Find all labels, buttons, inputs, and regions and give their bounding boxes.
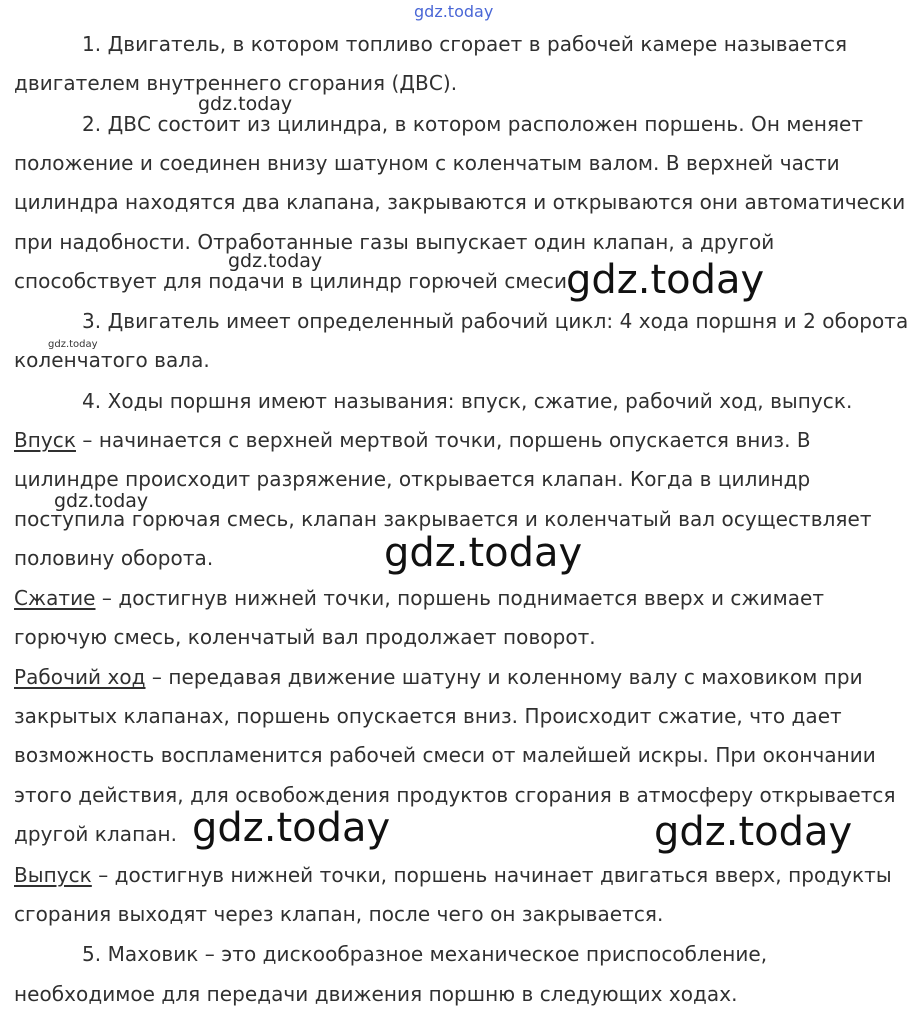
intake-line3: поступила горючая смесь, клапан закрывается и коленчатый вал осуществляет bbox=[14, 507, 872, 531]
power-line4: этого действия, для освобождения продуктов сгорания в атмосферу открывается bbox=[14, 783, 896, 807]
compression-line2: горючую смесь, коленчатый вал продолжает поворот. bbox=[14, 625, 596, 649]
para3-line1: 3. Двигатель имеет определенный рабочий цикл: 4 хода поршня и 2 оборота bbox=[82, 309, 909, 333]
para2-line1: 2. ДВС состоит из цилиндра, в котором расположен поршень. Он меняет bbox=[82, 112, 864, 136]
power-line3: возможность воспламенится рабочей смеси от малейшей искры. При окончании bbox=[14, 743, 876, 767]
watermark-large-1: gdz.today bbox=[566, 257, 765, 303]
watermark-small-2: gdz.today bbox=[228, 250, 323, 272]
compression-line1-text: – достигнув нижней точки, поршень поднимается вверх и сжимает bbox=[95, 586, 825, 610]
intake-line2: цилиндре происходит разряжение, открывается клапан. Когда в цилиндр bbox=[14, 467, 811, 491]
para2-line2: положение и соединен внизу шатуном с коленчатым валом. В верхней части bbox=[14, 151, 840, 175]
intake-term: Впуск bbox=[14, 428, 76, 452]
para5-line1: 5. Маховик – это дискообразное механическое приспособление, bbox=[82, 942, 768, 966]
power-line5: другой клапан. bbox=[14, 822, 178, 846]
watermark-small-3: gdz.today bbox=[54, 490, 149, 512]
watermark-top: gdz.today bbox=[414, 2, 494, 21]
watermark-large-2: gdz.today bbox=[384, 530, 583, 576]
intake-line1 bbox=[14, 427, 811, 453]
intake-line1-text: – начинается с верхней мертвой точки, поршень опускается вниз. В bbox=[75, 428, 811, 452]
para2-line4: при надобности. Отработанные газы выпускает один клапан, а другой bbox=[14, 230, 775, 254]
para2-line3: цилиндра находятся два клапана, закрываются и открываются они автоматически bbox=[14, 190, 906, 214]
para1-line2: двигателем внутреннего сгорания (ДВС). bbox=[14, 71, 458, 95]
para5-line2: необходимое для передачи движения поршню в следующих ходах. bbox=[14, 982, 738, 1006]
exhaust-line2: сгорания выходят через клапан, после чего он закрывается. bbox=[14, 902, 664, 926]
compression-term: Сжатие bbox=[14, 586, 96, 610]
intake-line4: половину оборота. bbox=[14, 546, 214, 570]
power-line2: закрытых клапанах, поршень опускается вниз. Происходит сжатие, что дает bbox=[14, 704, 842, 728]
watermark-large-3: gdz.today bbox=[192, 805, 391, 851]
watermark-tiny-1: gdz.today bbox=[48, 339, 98, 350]
para3-line2: коленчатого вала. bbox=[14, 348, 210, 372]
exhaust-term: Выпуск bbox=[14, 863, 92, 887]
watermark-small-1: gdz.today bbox=[198, 93, 293, 115]
compression-line1 bbox=[14, 585, 824, 611]
power-line1 bbox=[14, 664, 863, 690]
exhaust-line1 bbox=[14, 862, 892, 888]
power-line1-text: – передавая движение шатуну и коленному валу с маховиком при bbox=[145, 665, 863, 689]
para2-line5: способствует для подачи в цилиндр горючей смеси bbox=[14, 269, 568, 293]
watermark-large-4: gdz.today bbox=[654, 809, 853, 855]
exhaust-line1-text: – достигнув нижней точки, поршень начинает двигаться вверх, продукты bbox=[91, 863, 892, 887]
power-term: Рабочий ход bbox=[14, 665, 146, 689]
para1-line1: 1. Двигатель, в котором топливо сгорает в рабочей камере называется bbox=[82, 32, 848, 56]
para4-line1: 4. Ходы поршня имеют называния: впуск, сжатие, рабочий ход, выпуск. bbox=[82, 389, 853, 413]
